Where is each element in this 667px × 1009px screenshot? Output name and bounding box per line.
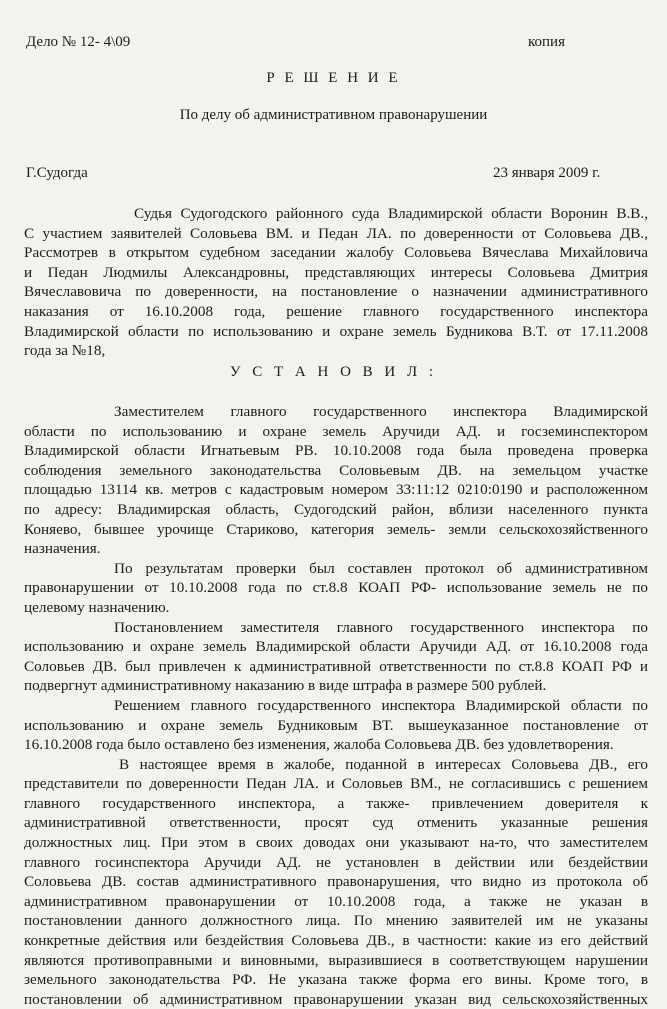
text-line: Соловьева ДВ. состав административного правонарушения, что видно из протокола об xyxy=(24,873,648,891)
text-line: Владимирской области по использованию и охране земель Будникова В.Т. от 17.11.2008 xyxy=(24,322,648,340)
text-line: правонарушении от 10.10.2008 года по ст.8.8 КОАП РФ- использование земель не по xyxy=(24,579,648,597)
text-line: являются противоправными и виновными, выразившиеся в соответствующем нарушении xyxy=(24,951,648,969)
case-number: Дело № 12- 4\09 xyxy=(26,34,131,50)
text-line: Соловьев ДВ. был привлечен к административной ответственности по ст.8.8 КОАП РФ и xyxy=(24,657,648,675)
text-line: В настоящее время в жалобе, поданной в интересах Соловьева ДВ., его xyxy=(119,755,648,773)
text-line: главного государственного инспектора, а также- привлечением доверителя к xyxy=(24,794,648,812)
text-line: Коняево, бывшее урочище Стариково, категория земель- земли сельскохозяйственного xyxy=(24,520,648,538)
text-line: Рассмотрев в открытом судебном заседании жалобу Соловьева Вячеслава Михайловича xyxy=(24,244,648,262)
text-line: и Педан Людмилы Александровны, представляющих интересы Соловьева Дмитрия xyxy=(24,263,648,281)
text-line: назначения. xyxy=(24,540,101,558)
text-line: постановлении об административном правонарушении указан вид сельскохозяйственных xyxy=(24,990,648,1008)
text-line: представители по доверенности Педан ЛА. и Соловьев ВМ., не согласившись с решением xyxy=(24,775,648,793)
section-heading-ustanovil: У С Т А Н О В И Л : xyxy=(229,364,438,380)
text-line: постановлении данного должностного лица. По мнению заявителей им не указаны xyxy=(24,912,648,930)
text-line: области по использованию и охране земель Аручиди АД. и госземинспектором xyxy=(24,422,648,440)
decision-date: 23 января 2009 г. xyxy=(493,165,601,181)
document-subtitle: По делу об административном правонарушении xyxy=(179,107,488,123)
text-line: 16.10.2008 года было оставлено без изменения, жалоба Соловьева ДВ. без удовлетворения. xyxy=(24,736,614,754)
text-line: по адресу: Владимирская область, Судогодский район, вблизи населенного пункта xyxy=(24,500,648,518)
text-line: главного госинспектора Аручиди АД. не установлен в действии или бездействии xyxy=(24,853,648,871)
text-line: Заместителем главного государственного инспектора Владимирской xyxy=(114,403,648,420)
text-line: Решением главного государственного инспектора Владимирской области по xyxy=(114,696,648,714)
text-line: По результатам проверки был составлен протокол об административном xyxy=(114,559,648,577)
intro-paragraph xyxy=(24,204,648,361)
text-line: Судья Судогодского районного суда Владимирской области Воронин В.В., xyxy=(134,205,648,222)
text-line: С участием заявителей Соловьева ВМ. и Педан ЛА. по доверенности от Соловьева ДВ., xyxy=(24,224,648,242)
text-line: административном правонарушении от 10.10.2008 года, а также не указан в xyxy=(24,892,648,910)
text-line: подвергнут административному наказанию в виде штрафа в размере 500 рублей. xyxy=(24,677,547,695)
text-line: должностных лиц. При этом в своих доводах они указывают на-то, что заместителем xyxy=(24,834,648,852)
text-line: конкретные действия или бездействия Соловьева ДВ., в частности: какие из его действий xyxy=(24,932,648,950)
text-line: площадью 13114 кв. метров с кадастровым номером 33:11:12 0210:0190 и расположенном xyxy=(24,481,648,499)
text-line: использованию и охране земель Владимирской области Аручиди АД. от 16.10.2008 года xyxy=(24,638,648,656)
text-line: использованию и охране земель Будниковым ВТ. вышеуказанное постановление от xyxy=(24,716,648,734)
text-line: Вячеславовича по доверенности, на постановление о назначении административного xyxy=(24,283,648,301)
document-title: Р Е Ш Е Н И Е xyxy=(266,70,401,86)
text-line: целевому назначению. xyxy=(24,598,170,616)
text-line: года за №18, xyxy=(24,342,106,360)
city: Г.Судогда xyxy=(26,165,88,181)
text-line: соблюдения земельного законодательства Соловьевым ДВ. на земельцом участке xyxy=(24,461,648,479)
text-line: наказания от 16.10.2008 года, решение главного государственного инспектора xyxy=(24,302,648,320)
text-line: Владимирской области Игнатьевым РВ. 10.10.2008 года была проведена проверка xyxy=(24,442,648,460)
body-text xyxy=(24,402,648,1009)
text-line: земельного законодательства РФ. Не указана также форма его вины. Кроме того, в xyxy=(24,971,648,989)
copy-label: копия xyxy=(528,34,565,50)
text-line: административной ответственности, просят суд отменить указанные решения xyxy=(24,814,648,832)
text-line: Постановлением заместителя главного государственного инспектора по xyxy=(114,618,648,636)
